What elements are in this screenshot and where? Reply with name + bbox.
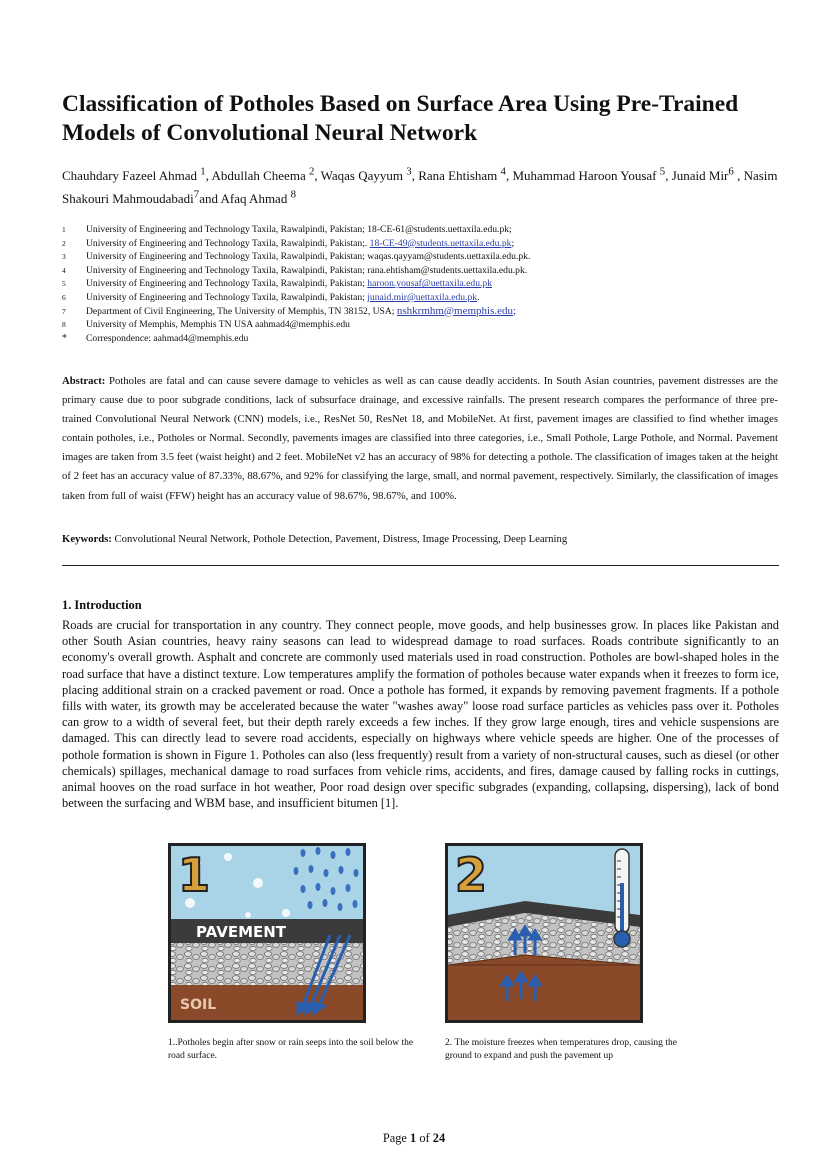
abstract-text: Potholes are fatal and can cause severe damage to vehicles as well as can cause deadly accidents. In South Asian countries, pavement distresses are the primary cause due to poor subgrade conditions, lack of subsurface drainage, and excessive rainfalls. The present research compares the performance of three pre-trained Convolutional Neural Network (CNN) models, i.e., ResNet 50, ResNet 18, and MobileNet. At first, pavement images are classified to find whether images contain potholes, i.e., Potholes or Normal. Secondly, pavements images are classified into three categories, i.e., Small Pothole, Large Pothole, and Normal. Pavement images are taken from 3.5 feet (waist height) and 2 feet. MobileNet v2 has an accuracy of 98% for detecting a pothole. The classification of images taken at the height of 2 feet has an accuracy value of 87.33%, 88.67%, and 92% for classifying the large, small, and normal pavement, respectively. Similarly, the classification of images taken from full of waist (FFW) height has an accuracy value of 98.67%, 98.67%, and 100%. <box>62 375 778 502</box>
abstract <box>62 372 778 506</box>
email-link[interactable]: junaid.mir@uettaxila.edu.pk <box>367 291 478 303</box>
affiliation: 7 Department of Civil Engineering, The University of Memphis, TN 38152, USA; nshkrmhm@memphis.edu; <box>62 304 517 317</box>
author: Nasim Shakouri Mahmoudabadi$^7$and <box>62 168 778 206</box>
affiliation-list <box>62 223 782 345</box>
panel-number: 2 <box>455 848 488 902</box>
author: Abdullah Cheema $^2$, <box>211 166 321 184</box>
author: Muhammad Haroon Yousaf $^5$, <box>512 166 672 184</box>
author-list <box>62 163 782 208</box>
abstract-label: Abstract: <box>62 375 106 387</box>
figure-caption-2: 2. The moisture freezes when temperatures drop, causing the ground to expand and push the pavement up <box>445 1038 677 1062</box>
affiliation: 3 University of Engineering and Technology Taxila, Rawalpindi, Pakistan; waqas.qayyam@students.uettaxila.edu.pk. <box>62 251 531 263</box>
correspondence: * Correspondence: aahmad4@memphis.edu <box>62 332 249 344</box>
email-link[interactable]: 18-CE-49@students.uettaxila.edu.pk <box>369 237 512 249</box>
author: Afaq Ahmad $^8$ <box>220 188 296 206</box>
pothole-stage-2-illustration <box>445 843 643 1023</box>
keywords-text: Convolutional Neural Network, Pothole Detection, Pavement, Distress, Image Processing, Deep Learning <box>111 533 568 545</box>
pavement-label: PAVEMENT <box>196 923 287 941</box>
affiliation: 4 University of Engineering and Technology Taxila, Rawalpindi, Pakistan; rana.ehtisham@students.uettaxila.edu.pk. <box>62 264 528 276</box>
affiliation: 6 University of Engineering and Technology Taxila, Rawalpindi, Pakistan; junaid.mir@uettaxila.edu.pk. <box>62 291 480 303</box>
section-heading: 1. Introduction <box>62 598 142 612</box>
email-link[interactable]: nshkrmhm@memphis.edu; <box>396 304 517 317</box>
author: Chauhdary Fazeel Ahmad $^1$, <box>62 166 212 184</box>
author: Junaid Mir$^6$ , <box>671 166 744 184</box>
current-page-number: 1 <box>410 1131 417 1145</box>
pothole-stage-1-illustration <box>168 843 366 1023</box>
panel-number: 1 <box>178 848 211 902</box>
keywords-label: Keywords: <box>62 533 112 545</box>
section-body: Roads are crucial for transportation in any country. They connect people, move goods, and help businesses grow. In places like Pakistan and other South Asian countries, heavy rainy seasons can lead to widespread damage to road surfaces. Roads contribute significantly to an economy's overall growth. Asphalt and concrete are commonly used materials used in road construction. Potholes are bowl-shaped holes in the road surface that have a distinct texture. Low temperatures amplify the formation of potholes because water expands when it freezes to form ice, placing additional strain on a cracked pavement or road. Once a pothole has formed, it expands by removing pavement fragments. If a pothole fills with water, its growth may be accelerated because the water "washes away" loose road surface particles as vehicles pass over it. Potholes can grow to a width of several feet, but their depth rarely exceeds a few inches. If they grow large enough, tires and vehicle suspensions are damaged. This can directly lead to severe road accidents, especially on highways where vehicle speeds are higher. One of the processes of pothole formation is shown in Figure 1. Potholes can also (less frequently) result from a variety of non-structural causes, such as diesel (or other chemicals) spillages, mechanical damage to road surfaces from vehicle rims, accidents, and fires, damage caused by falling rocks in cuttings, animal hooves on the road surface in hot weather, Poor road design over specific subgrades (expanding, collapsing, dispersing), lack of bond between the surfacing and WBM base, and insufficient bitumen [1]. <box>62 618 779 811</box>
author: Waqas Qayyum $^3$, <box>320 166 419 184</box>
affiliation: 8 University of Memphis, Memphis TN USA aahmad4@memphis.edu <box>62 319 350 331</box>
figure-caption-1: 1..Potholes begin after snow or rain seeps into the soil below the road surface. <box>168 1038 414 1062</box>
paper-title: Classification of Potholes Based on Surface Area Using Pre-Trained Models of Convolutional Neural Network <box>62 91 739 146</box>
figure-panel-1 <box>168 843 366 1023</box>
email-link[interactable]: haroon.yousaf@uettaxila.edu.pk <box>367 278 492 290</box>
soil-label: SOIL <box>180 997 217 1013</box>
affiliation: 2 University of Engineering and Technology Taxila, Rawalpindi, Pakistan;. 18-CE-49@students.uettaxila.edu.pk; <box>62 237 515 249</box>
figure-panel-2 <box>445 843 643 1023</box>
keywords <box>62 530 778 548</box>
page-footer: Page 1 of 24 <box>382 1131 446 1145</box>
thermometer-icon <box>614 849 630 947</box>
total-page-count: 24 <box>432 1131 446 1145</box>
author: Rana Ehtisham $^4$, <box>418 166 513 184</box>
section-divider <box>62 565 779 566</box>
affiliation: 1 University of Engineering and Technology Taxila, Rawalpindi, Pakistan; 18-CE-61@students.uettaxila.edu.pk; <box>62 224 512 235</box>
affiliation: 5 University of Engineering and Technology Taxila, Rawalpindi, Pakistan; haroon.yousaf@uettaxila.edu.pk <box>62 278 492 290</box>
